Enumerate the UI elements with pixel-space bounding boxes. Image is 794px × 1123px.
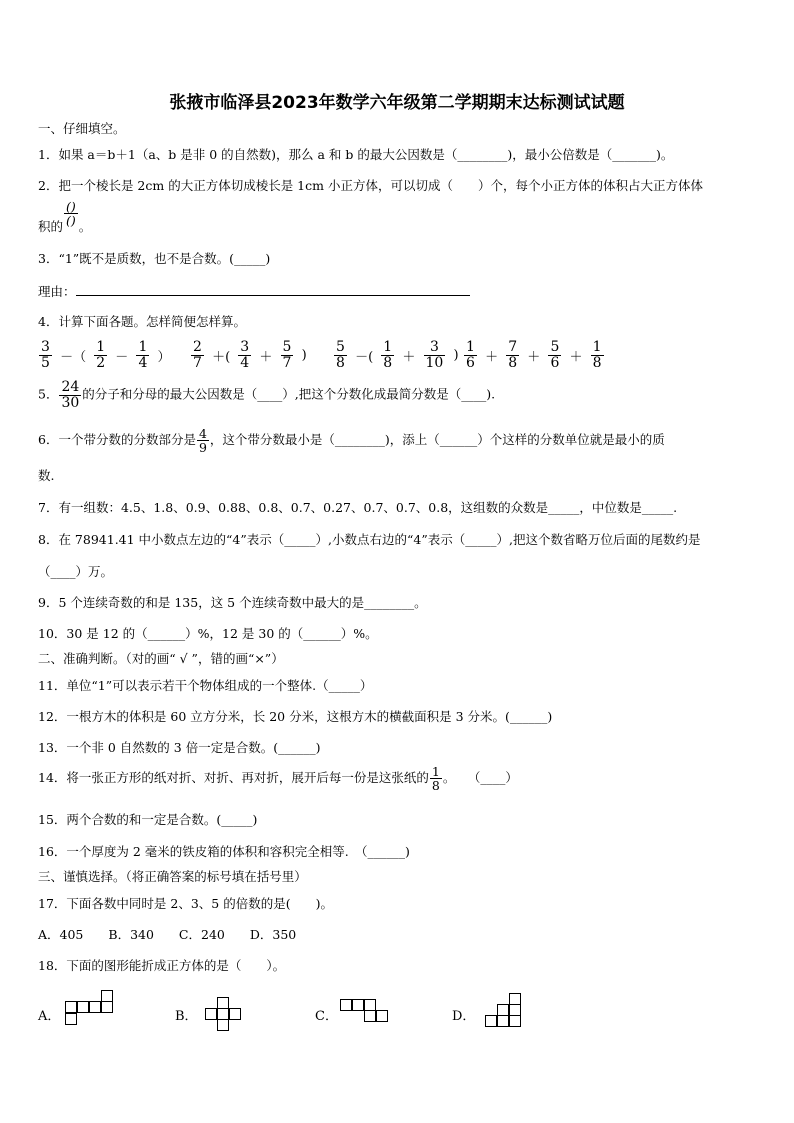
question-11: 11．单位“1”可以表示若干个物体组成的一个整体.（_____） <box>38 678 373 693</box>
question-2-fraction <box>64 200 78 227</box>
question-13: 13．一个非 0 自然数的 3 倍一定是合数。(______) <box>38 740 321 755</box>
reason-answer-line[interactable] <box>76 283 470 296</box>
question-5-fraction: $\frac{24}{30}$ <box>61 379 80 411</box>
expression-3: $\frac{5}{8}$ －( $\frac{1}{8}$ ＋ $\frac{3}{10}$ ) <box>336 339 459 371</box>
question-5-prefix: 5． <box>38 386 59 402</box>
fraction-denominator: () <box>66 213 76 229</box>
option-a-label: A． <box>38 1009 61 1024</box>
question-15: 15．两个合数的和一定是合数。(_____) <box>38 812 258 827</box>
expression-4: $\frac{1}{6}$ ＋ $\frac{7}{8}$ ＋ $\frac{5}{6}$ ＋ $\frac{1}{8}$ <box>466 339 602 371</box>
question-2-line-1: 2．把一个棱长是 2cm 的大正方体切成棱长是 1cm 小正方体，可以切成（ ）个，每个小正方体的体积占大正方体体 <box>38 178 703 193</box>
question-6-fraction: $\frac{4}{9}$ <box>198 426 207 456</box>
question-14-suffix: 。 （____） <box>442 770 518 786</box>
question-6-text: ，这个带分数最小是（________)，添上（______）个这样的分数单位就是最小的质 <box>209 432 665 448</box>
question-8-line-2: （____）万。 <box>38 564 114 579</box>
question-3: 3．“1”既不是质数，也不是合数。(_____) <box>38 251 271 266</box>
question-6-line-2: 数. <box>38 468 55 483</box>
question-6-prefix: 6．一个带分数的分数部分是 <box>38 432 196 448</box>
section-heading-judge: 二、准确判断。（对的画“ √ ”，错的画“×”） <box>38 651 284 666</box>
question-17-options: A．405 B．340 C．240 D．350 <box>38 927 297 942</box>
fraction-numerator: () <box>66 199 76 214</box>
option-b-label: B． <box>175 1009 198 1024</box>
question-12: 12．一根方木的体积是 60 立方分米，长 20 分米，这根方木的横截面积是 3 分米。(______) <box>38 709 553 724</box>
question-14-prefix: 14．将一张正方形的纸对折、对折、再对折，展开后每一份是这张纸的 <box>38 770 429 786</box>
question-9: 9．5 个连续奇数的和是 135，这 5 个连续奇数中最大的是________。 <box>38 595 427 610</box>
question-18: 18．下面的图形能折成正方体的是（ ）。 <box>38 958 286 973</box>
reason-label: 理由： <box>38 284 76 299</box>
question-2-suffix: 。 <box>78 219 92 235</box>
option-d-label: D． <box>452 1009 476 1024</box>
question-1: 1．如果 a＝b＋1（a、b 是非 0 的自然数)，那么 a 和 b 的最大公因数是（________)，最小公倍数是（_______)。 <box>38 147 674 162</box>
question-4: 4．计算下面各题。怎样简便怎样算。 <box>38 314 246 329</box>
page-title: 张掖市临泽县2023年数学六年级第二学期期末达标测试试题 <box>169 93 625 113</box>
question-17: 17．下面各数中同时是 2、3、5 的倍数的是( )。 <box>38 896 333 911</box>
expression-2: $\frac{2}{7}$ ＋( $\frac{3}{4}$ ＋ $\frac{5}{7}$ ) <box>193 339 307 371</box>
expression-1: $\frac{3}{5}$ －（ $\frac{1}{2}$ － $\frac{1}{4}$ ） <box>41 339 171 371</box>
question-14-fraction: $\frac{1}{8}$ <box>431 764 440 794</box>
question-7: 7．有一组数：4.5、1.8、0.9、0.88、0.8、0.7、0.27、0.7、0.7、0.8，这组数的众数是_____，中位数是_____. <box>38 500 678 515</box>
question-5 <box>38 380 495 410</box>
question-3-reason <box>38 283 470 299</box>
question-8-line-1: 8．在 78941.41 中小数点左边的“4”表示（_____）,小数点右边的“4”表示（_____）,把这个数省略万位后面的尾数约是 <box>38 532 701 547</box>
question-14 <box>38 765 518 792</box>
section-heading-fill-blank: 一、仔细填空。 <box>38 121 126 136</box>
question-16: 16．一个厚度为 2 毫米的铁皮箱的体积和容积完全相等. （______) <box>38 844 410 859</box>
question-6 <box>38 427 665 454</box>
option-c-label: C． <box>315 1009 338 1024</box>
question-5-text: 的分子和分母的最大公因数是（____）,把这个分数化成最简分数是（____). <box>82 386 496 402</box>
question-2-prefix: 积的 <box>38 219 64 235</box>
question-10: 10．30 是 12 的（______）%，12 是 30 的（______）%。 <box>38 626 378 641</box>
section-heading-choice: 三、谨慎选择。（将正确答案的标号填在括号里） <box>38 869 307 884</box>
question-2-line-2 <box>38 199 92 235</box>
